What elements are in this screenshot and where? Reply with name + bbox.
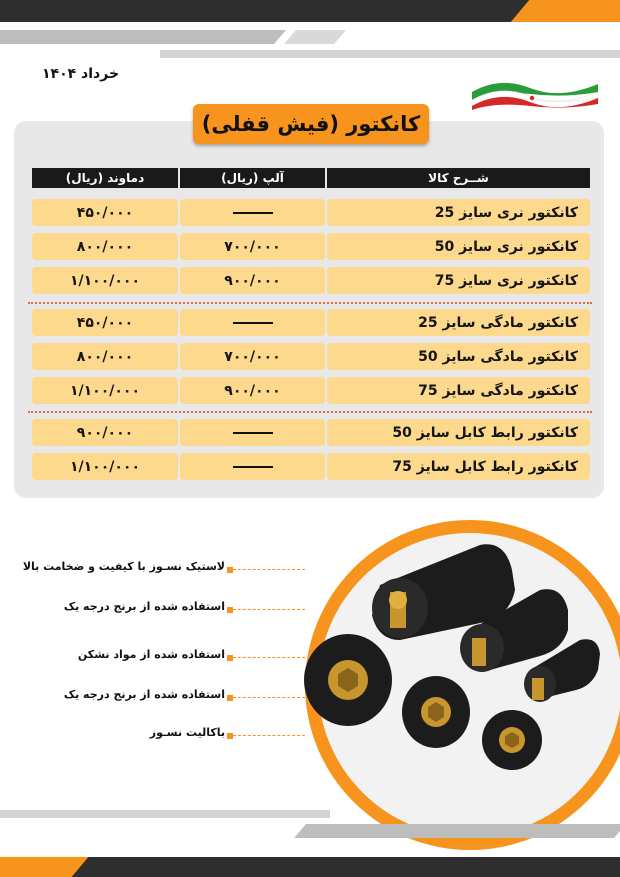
iran-flag-icon bbox=[470, 70, 600, 110]
leader-line bbox=[233, 609, 305, 610]
price-alp: ۷۰۰/۰۰۰ bbox=[180, 233, 325, 260]
column-header-alp: آلپ (ریال) bbox=[180, 168, 325, 188]
not-available-dash bbox=[233, 212, 273, 214]
title-badge bbox=[193, 104, 429, 144]
price-damavand: ۴۵۰/۰۰۰ bbox=[32, 309, 178, 336]
female-connector-medium bbox=[402, 676, 470, 748]
leader-line bbox=[233, 697, 305, 698]
feature-item bbox=[40, 726, 305, 746]
not-available-dash bbox=[233, 322, 273, 324]
bullet-square-icon bbox=[227, 655, 233, 661]
price-damavand: ۸۰۰/۰۰۰ bbox=[32, 233, 178, 260]
product-description: کانکتور رابط کابل سایز 50 bbox=[327, 419, 590, 446]
price-alp: ۷۰۰/۰۰۰ bbox=[180, 343, 325, 370]
price-damavand: ۸۰۰/۰۰۰ bbox=[32, 343, 178, 370]
feature-text: لاستیک نسـوز با کیفیت و ضخامت بالا bbox=[22, 560, 225, 573]
column-header-damavand: دماوند (ریال) bbox=[32, 168, 178, 188]
price-damavand: ۱/۱۰۰/۰۰۰ bbox=[32, 267, 178, 294]
header-stripes bbox=[0, 0, 620, 70]
table-row bbox=[32, 267, 590, 294]
leader-line bbox=[233, 657, 305, 658]
feature-text: باکالیت نسـوز bbox=[149, 726, 225, 739]
page-title: کانکتور (فیش قفلی) bbox=[201, 112, 421, 136]
female-connector-large bbox=[304, 634, 392, 726]
feature-item bbox=[40, 688, 305, 708]
table-row bbox=[32, 419, 590, 446]
price-alp bbox=[180, 453, 325, 480]
price-alp bbox=[180, 309, 325, 336]
bullet-square-icon bbox=[227, 607, 233, 613]
group-separator bbox=[28, 302, 592, 304]
product-description: کانکتور نری سایز 25 bbox=[327, 199, 590, 226]
feature-item bbox=[40, 600, 305, 620]
leader-line bbox=[233, 569, 305, 570]
price-alp bbox=[180, 419, 325, 446]
date-label: خرداد ۱۴۰۴ bbox=[42, 66, 120, 82]
price-alp: ۹۰۰/۰۰۰ bbox=[180, 267, 325, 294]
price-damavand: ۴۵۰/۰۰۰ bbox=[32, 199, 178, 226]
bullet-square-icon bbox=[227, 733, 233, 739]
group-separator bbox=[28, 411, 592, 413]
table-row bbox=[32, 377, 590, 404]
footer-stripes bbox=[0, 800, 620, 877]
price-damavand: ۱/۱۰۰/۰۰۰ bbox=[32, 377, 178, 404]
table-row bbox=[32, 453, 590, 480]
connector-illustration bbox=[300, 530, 620, 790]
price-alp: ۹۰۰/۰۰۰ bbox=[180, 377, 325, 404]
leader-line bbox=[233, 735, 305, 736]
not-available-dash bbox=[233, 432, 273, 434]
price-alp bbox=[180, 199, 325, 226]
product-description: کانکتور نری سایز 50 bbox=[327, 233, 590, 260]
product-description: کانکتور رابط کابل سایز 75 bbox=[327, 453, 590, 480]
female-connector-small bbox=[482, 710, 542, 770]
feature-item bbox=[40, 648, 305, 668]
feature-text: استفاده شده از مواد نشکن bbox=[77, 648, 225, 661]
table-row bbox=[32, 343, 590, 370]
feature-item bbox=[22, 560, 305, 580]
product-description: کانکتور مادگی سایز 50 bbox=[327, 343, 590, 370]
bullet-square-icon bbox=[227, 695, 233, 701]
price-damavand: ۱/۱۰۰/۰۰۰ bbox=[32, 453, 178, 480]
not-available-dash bbox=[233, 466, 273, 468]
column-header-description: شــرح کالا bbox=[327, 168, 590, 188]
product-description: کانکتور نری سایز 75 bbox=[327, 267, 590, 294]
product-description: کانکتور مادگی سایز 75 bbox=[327, 377, 590, 404]
table-row bbox=[32, 233, 590, 260]
feature-text: استفاده شده از برنج درجه یک bbox=[63, 688, 225, 701]
product-description: کانکتور مادگی سایز 25 bbox=[327, 309, 590, 336]
bullet-square-icon bbox=[227, 567, 233, 573]
price-damavand: ۹۰۰/۰۰۰ bbox=[32, 419, 178, 446]
feature-text: استفاده شده از برنج درجه یک bbox=[63, 600, 225, 613]
table-row bbox=[32, 309, 590, 336]
table-row bbox=[32, 199, 590, 226]
